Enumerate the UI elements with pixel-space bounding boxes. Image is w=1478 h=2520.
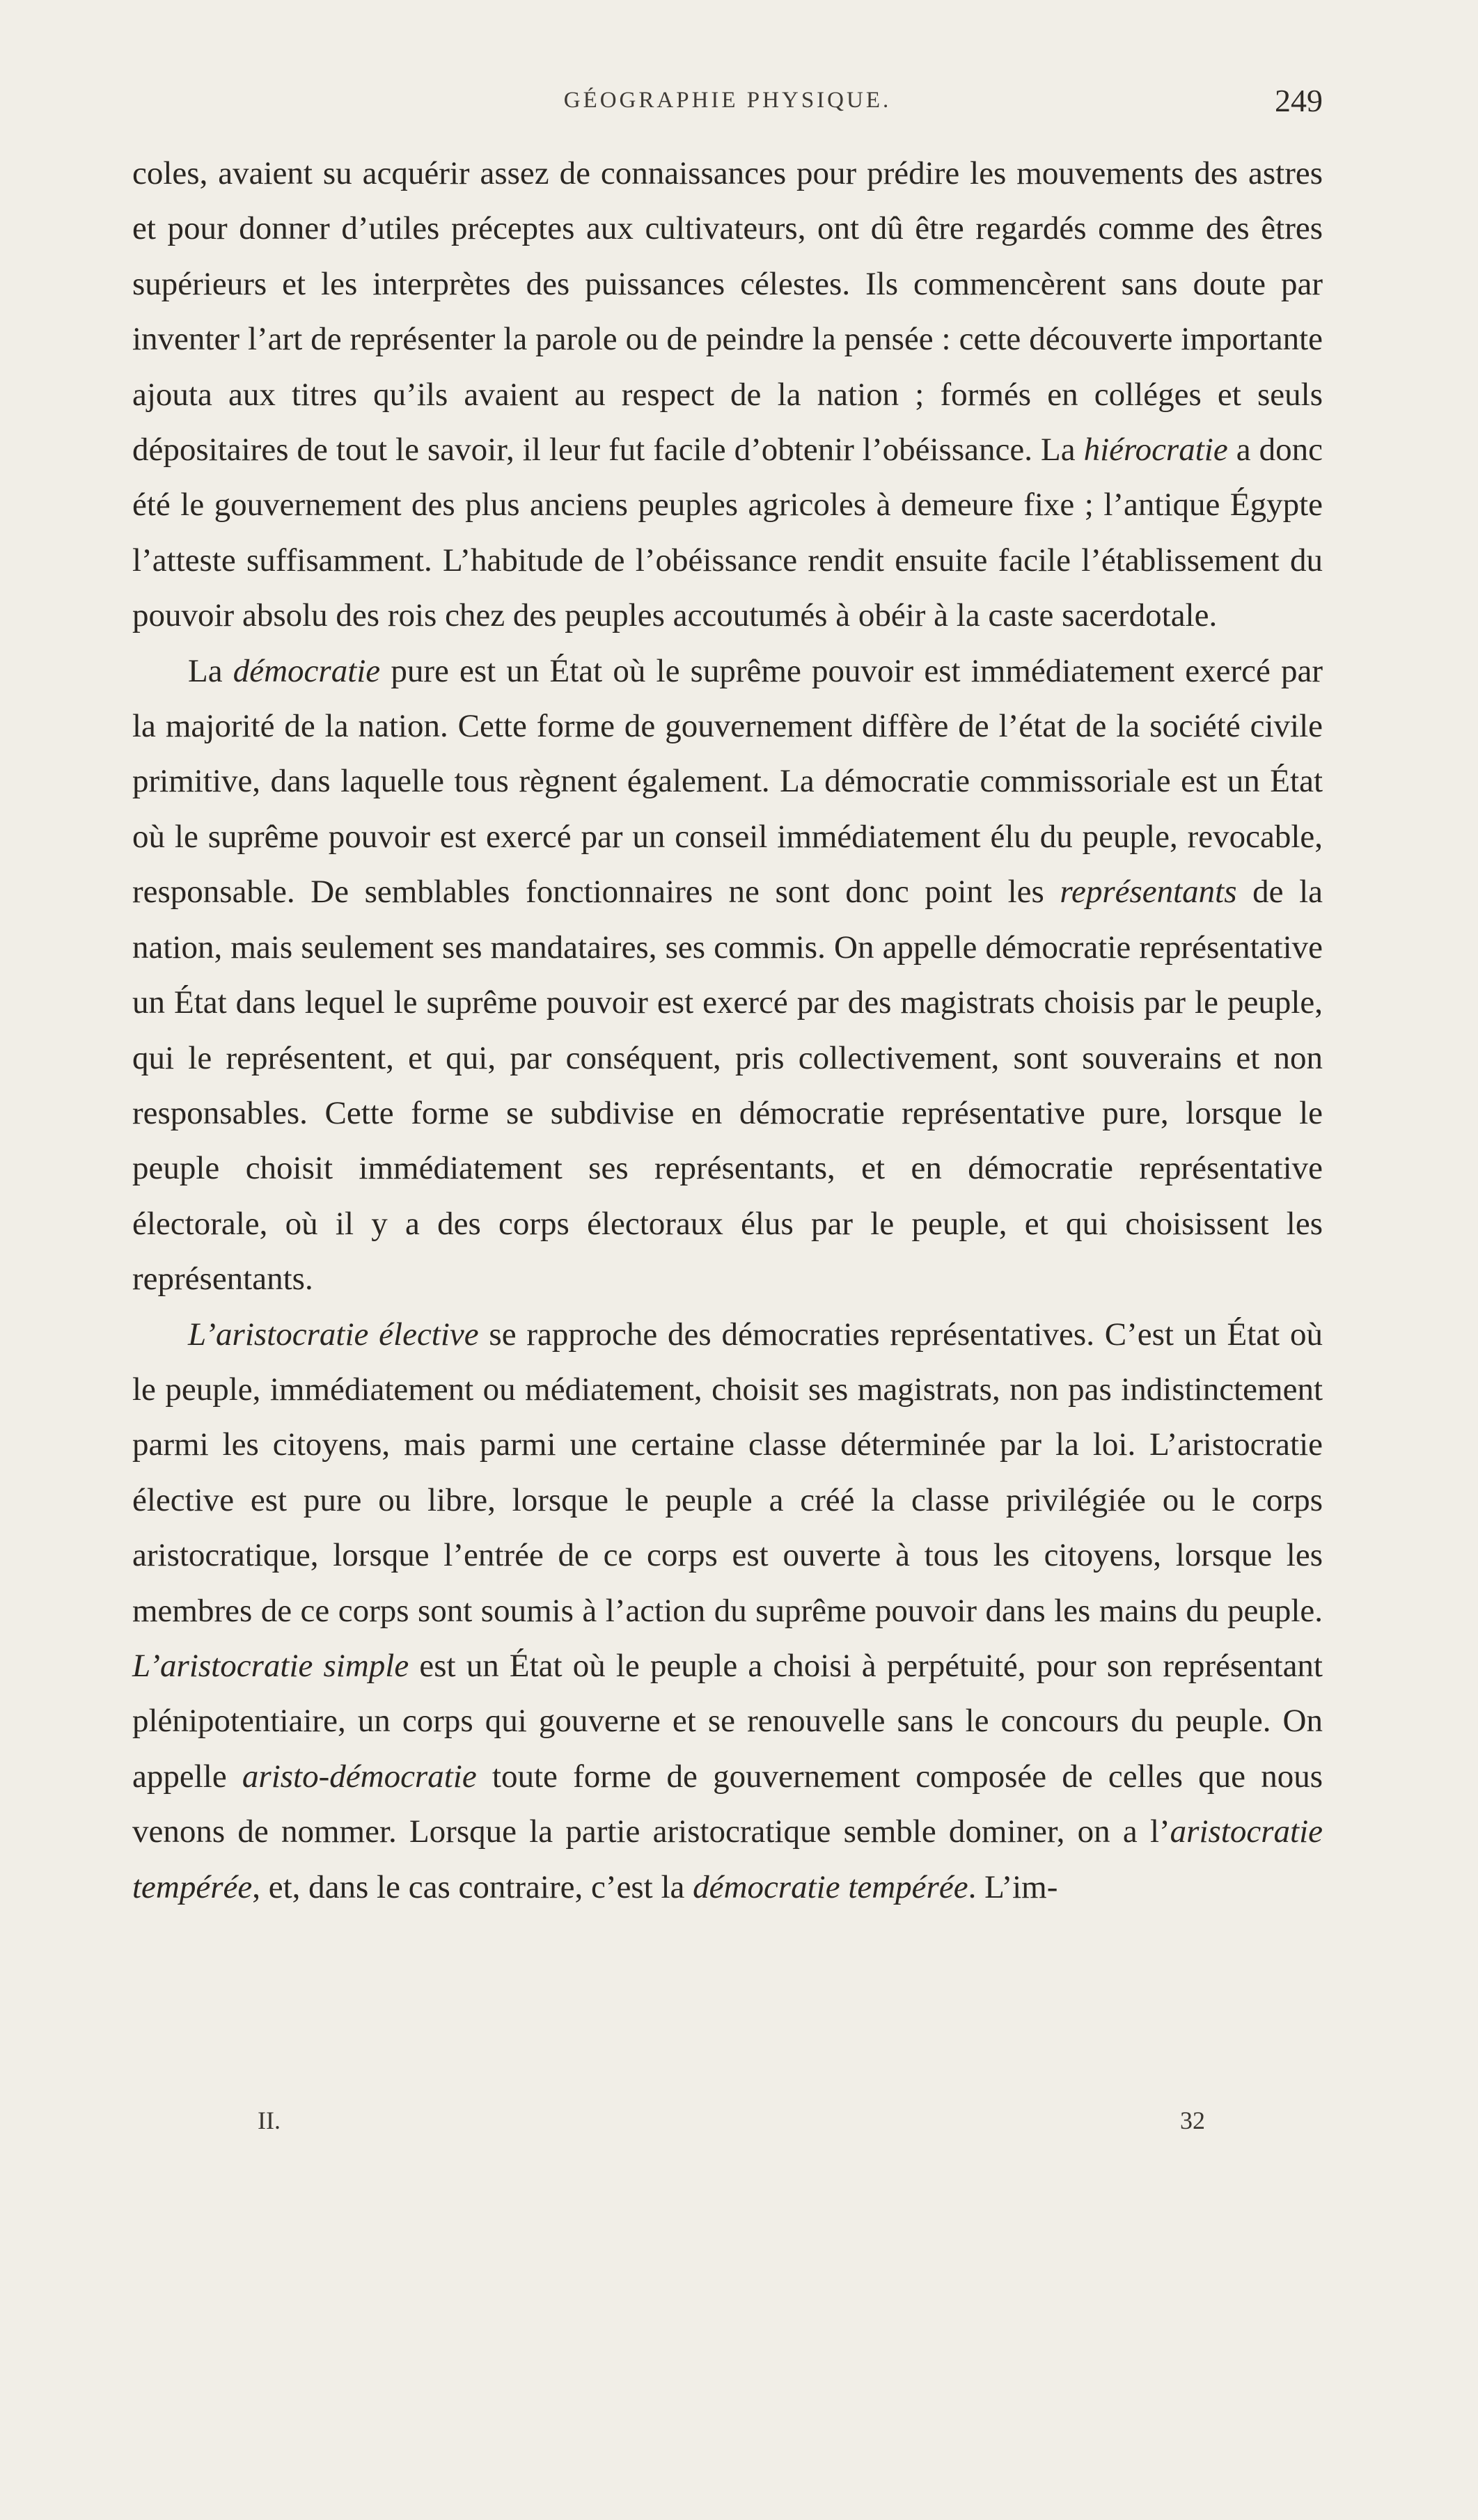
text-run: coles, avaient su acquérir assez de connaissances pour prédire les mouvements des astres et pour donner d’utiles préceptes aux cultivateurs, ont dû être regardés comme des êtres supérieurs et les interprètes des puissances célestes. Ils commencèrent sans doute par inventer l’art de représenter la parole ou de peindre la pensée : cette découverte importante ajouta aux titres qu’ils avaient au respect de la nation ; formés en colléges et seuls dépositaires de tout le savoir, il leur fut facile d’obtenir l’obéissance. La bbox=[132, 155, 1323, 468]
paragraph-democratie bbox=[132, 644, 1323, 1307]
volume-mark: II. bbox=[258, 2106, 281, 2134]
text-run: a donc été le gouvernement des plus anciens peuples agricoles à demeure fixe ; l’antique Égypte l’atteste suffisamment. L’habitude de l’obéissance rendit ensuite facile l’établissement du pouvoir absolu des rois chez des peuples accoutumés à obéir à la caste sacerdotale. bbox=[132, 432, 1323, 634]
text-run: . L’im- bbox=[968, 1868, 1058, 1905]
italic-term: L’aristocratie simple bbox=[132, 1647, 409, 1684]
italic-term: démocratie bbox=[233, 652, 381, 689]
paragraph-aristocratie bbox=[132, 1307, 1323, 1915]
running-head bbox=[132, 82, 1323, 124]
italic-term: L’aristocratie élective bbox=[188, 1316, 479, 1353]
text-run: se rapproche des démocraties représentatives. C’est un État où le peuple, immédiatement ou médiatement, choisit ses magistrats, non pas indistinctement parmi les citoyens, mais parmi une certaine classe déterminée par la loi. L’aristocratie élective est pure ou libre, lorsque le peuple a créé la classe privilégiée ou le corps aristocratique, lorsque l’entrée de ce corps est ouverte à tous les citoyens, lorsque les membres de ce corps sont soumis à l’action du suprême pouvoir dans les mains du peuple. bbox=[132, 1316, 1323, 1629]
italic-term: démocratie tempérée bbox=[693, 1868, 968, 1905]
text-run: , et, dans le cas contraire, c’est la bbox=[252, 1868, 693, 1905]
text-run: pure est un État où le suprême pouvoir est immédiatement exercé par la majorité de la nation. Cette forme de gouvernement diffère de l’état de la société civile primitive, dans laquelle tous règnent également. La démocratie commissoriale est un État où le suprême pouvoir est exercé par un conseil immédiatement élu du peuple, revocable, responsable. De semblables fonctionnaires ne sont donc point les bbox=[132, 652, 1323, 911]
text-run: La bbox=[188, 652, 233, 689]
text-run: toute forme de gouvernement composée de celles que nous venons de nommer. Lorsque la partie aristocratique semble dominer, on a l’ bbox=[132, 1758, 1323, 1850]
page-footer bbox=[132, 2106, 1323, 2141]
running-title: GÉOGRAPHIE PHYSIQUE. bbox=[563, 88, 892, 113]
italic-term: aristocratie tempérée bbox=[132, 1813, 1323, 1905]
italic-term: aristo-démocratie bbox=[242, 1758, 477, 1795]
text-run: de la nation, mais seulement ses mandataires, ses commis. On appelle démocratie représentative un État dans lequel le suprême pouvoir est exercé par des magistrats choisis par le peuple, qui le représentent, et qui, par conséquent, pris collectivement, sont souverains et non responsables. Cette forme se subdivise en démocratie représentative pure, lorsque le peuple choisit immédiatement ses représentants, et en démocratie représentative électorale, où il y a des corps électoraux élus par le peuple, et qui choisissent les représentants. bbox=[132, 874, 1323, 1298]
italic-term: représentants bbox=[1060, 874, 1237, 911]
body-text bbox=[132, 146, 1323, 1915]
page-number: 249 bbox=[1275, 83, 1323, 118]
paragraph-hierocratie bbox=[132, 146, 1323, 644]
italic-term: hiérocratie bbox=[1083, 432, 1228, 468]
text-run: est un État où le peuple a choisi à perpétuité, pour son représentant plénipotentiaire, un corps qui gouverne et se renouvelle sans le concours du peuple. On appelle bbox=[132, 1647, 1323, 1795]
signature-mark: 32 bbox=[1180, 2106, 1205, 2134]
